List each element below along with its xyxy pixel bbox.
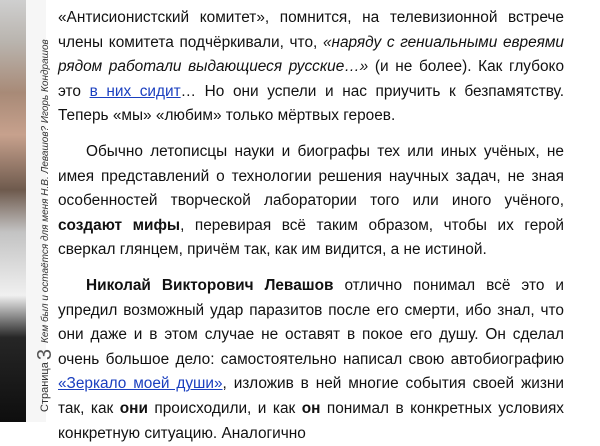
- link-zerkalo-moej-dushi[interactable]: «Зеркало моей души»: [58, 375, 223, 393]
- sidebar: [0, 0, 56, 422]
- page-label: Страница: [39, 362, 51, 412]
- text: , изложив в ней многие события своей жизни так, как: [58, 375, 564, 417]
- link-v-nih-sidit[interactable]: в них сидит: [89, 82, 181, 100]
- paragraph-3: [58, 274, 564, 446]
- page-number: 3: [34, 349, 56, 361]
- person-name: Николай Викторович Левашов: [86, 276, 334, 294]
- text: происходили, и как: [147, 399, 302, 417]
- text: Обычно летописцы науки и биографы тех или иных учёных, не имея представлений о технологии решения научных задач, не зная особенностей творческой лаборатории того или иного учёного,: [58, 142, 564, 210]
- text: , перевирая всё таким образом, чтобы их герой сверкал глянцем, причём так, как им видится, а не истиной.: [58, 216, 564, 259]
- document-body: [58, 6, 564, 446]
- emphasis: он: [301, 399, 321, 417]
- text: (и не более). Как глубоко это: [58, 58, 565, 100]
- document-title: Кем был и остаётся для меня Н.В. Левашов? Игорь Кондрашов: [40, 39, 51, 344]
- text: понимал в конкретных условиях конкретную ситуацию. Аналогично: [58, 399, 564, 442]
- emphasis: они: [119, 399, 148, 417]
- emphasis: создают мифы: [58, 216, 181, 234]
- sidebar-caption: [34, 39, 57, 412]
- text: … Но они успели и нас приучить к безпамятству. Теперь «мы» «любим» только мёртвых героев.: [58, 82, 564, 125]
- author-photo: [0, 0, 26, 422]
- quote: «наряду с гениальными евреями рядом работали выдающиеся русские…»: [58, 33, 564, 76]
- paragraph-1: [58, 6, 564, 129]
- text: отлично понимал всё это и упредил возможный удар паразитов после его смерти, ибо знал, что они даже и в этом случае не оставят в покое его душу. Он сделал очень большое дело: самостоятельно написал свою автобиографию: [58, 276, 564, 368]
- paragraph-2: [58, 140, 564, 263]
- text: «Антисионистский комитет», помнится, на телевизионной встрече члены комитета подчёркивали, что,: [58, 9, 564, 51]
